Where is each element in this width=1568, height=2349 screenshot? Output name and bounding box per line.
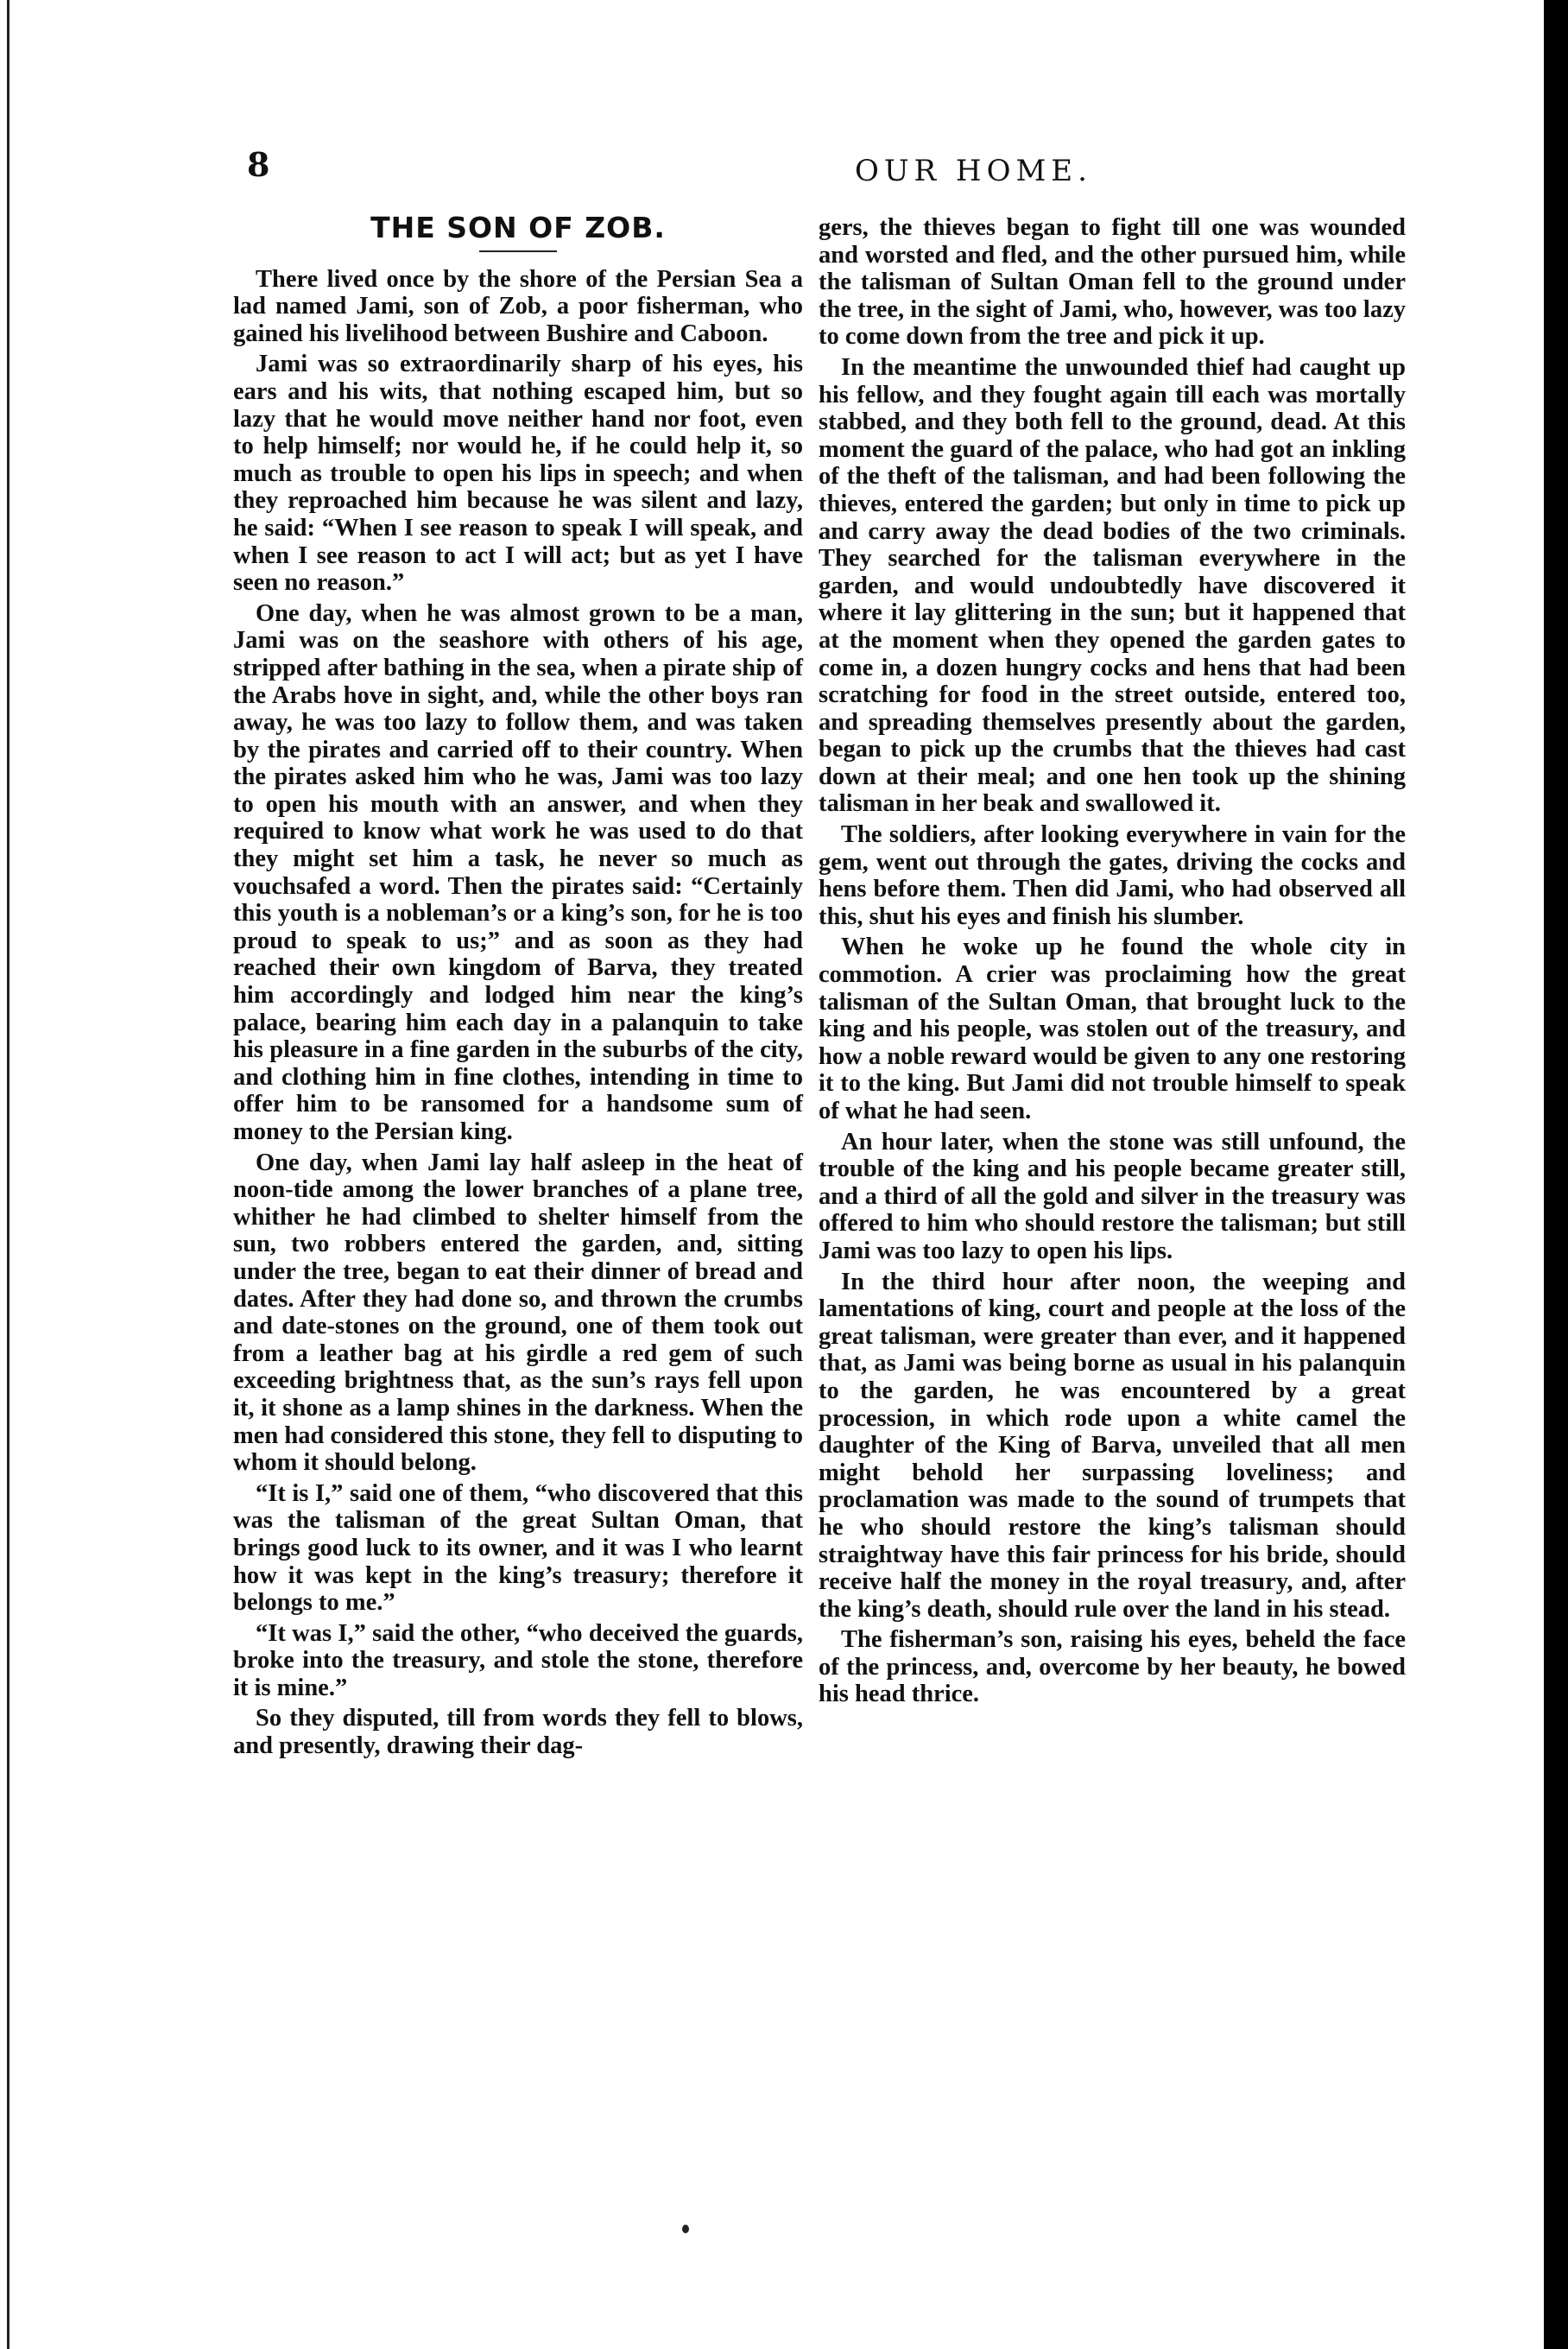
paragraph: So they disputed, till from words they fell to blows, and presently, drawing their dag- [233, 1705, 803, 1760]
paragraph: One day, when he was almost grown to be a man, Jami was on the seashore with others of his age, stripped after bathing in the sea, when a pirate ship of the Arabs hove in sight, and, while the other boys ran away, he was too lazy to follow them, and was taken by the pirates and carried off to their country. When the pirates asked him who he was, Jami was too lazy to open his mouth with an answer, and when they required to know what work he was used to do that they might set him a task, he never so much as vouchsafed a word. Then the pirates said: “Certainly this youth is a nobleman’s or a king’s son, for he is too proud to speak to us;” and as soon as they had reached their own kingdom of Barva, they treated him accordingly and lodged him near the king’s palace, bearing him each day in a palanquin to take his pleasure in a fine garden in the suburbs of the city, and clothing him in fine clothes, intending in time to offer him to be ransomed for a handsome sum of money to the Persian king. [233, 599, 803, 1145]
paragraph: Jami was so extraordinarily sharp of his eyes, his ears and his wits, that nothing escaped him, but so lazy that he would move neither hand nor foot, even to help himself; nor would he, if he could help it, so much as trouble to open his lips in speech; and when they reproached him because he was silent and lazy, he said: “When I see reason to speak I will speak, and when I see reason to act I will act; but as yet I have seen no reason.” [233, 351, 803, 597]
page-number: 8 [247, 145, 270, 184]
paragraph: “It is I,” said one of them, “who discovered that this was the talisman of the great Sultan Oman, that brings good luck to its owner, and it was I who learnt how it was kept in the king’s treasury; therefore it belongs to me.” [233, 1479, 803, 1617]
paragraph: In the third hour after noon, the weeping and lamentations of king, court and people at the loss of the great talisman, were greater than ever, and it happened that, as Jami was being borne as usual in his palanquin to the garden, he was encountered by a great procession, in which rode upon a white camel the daughter of the King of Barva, unveiled that all men might behold her surpassing loveliness; and proclamation was made to the sound of trumpets that he who should restore the king’s talisman should straightway have this fair princess for his bride, should receive half the money in the royal treasury, and, after the king’s death, should rule over the land in his stead. [819, 1268, 1406, 1623]
left-column [233, 211, 803, 1763]
scan-left-edge [7, 0, 9, 2349]
paragraph: An hour later, when the stone was still unfound, the trouble of the king and his people became greater still, and a third of all the gold and silver in the treasury was offered to him who should restore the talisman; but still Jami was too lazy to open his lips. [819, 1128, 1406, 1264]
paragraph: When he woke up he found the whole city in commotion. A crier was proclaiming how the great talisman of the Sultan Oman, that brought luck to the king and his people, was stolen out of the treasury, and how a noble reward would be given to any one restoring it to the king. But Jami did not trouble himself to speak of what he had seen. [819, 934, 1406, 1124]
paragraph: One day, when Jami lay half asleep in the heat of noon-tide among the lower branches of a plane tree, whither he had climbed to shelter himself from the sun, two robbers entered the garden, and, sitting under the tree, began to eat their dinner of bread and dates. After they had done so, and thrown the crumbs and date-stones on the ground, one of them took out from a leather bag at his girdle a red gem of such exceeding brightness that, as the sun’s rays fell upon it, it shone as a lamp shines in the darkness. When the men had considered this stone, they fell to disputing to whom it should belong. [233, 1149, 803, 1477]
scan-right-edge [1544, 0, 1568, 2349]
paragraph: “It was I,” said the other, “who deceived the guards, broke into the treasury, and stole the stone, therefore it is mine.” [233, 1619, 803, 1701]
title-rule [479, 250, 557, 252]
paragraph: The fisherman’s son, raising his eyes, beheld the face of the princess, and, overcome by her beauty, he bowed his head thrice. [819, 1626, 1406, 1708]
footer-mark [682, 2225, 689, 2233]
right-column [819, 214, 1406, 1712]
paragraph: There lived once by the shore of the Persian Sea a lad named Jami, son of Zob, a poor fisherman, who gained his livelihood between Bushire and Caboon. [233, 265, 803, 347]
article-title: THE SON OF ZOB. [370, 211, 666, 244]
paragraph: The soldiers, after looking everywhere in vain for the gem, went out through the gates, driving the cocks and hens before them. Then did Jami, who had observed all this, shut his eyes and finish his slumber. [819, 821, 1406, 930]
paragraph: In the meantime the unwounded thief had caught up his fellow, and they fought again till each was mortally stabbed, and they both fell to the ground, dead. At this moment the guard of the palace, who had got an inkling of the theft of the talisman, and had been following the thieves, entered the garden; but only in time to pick up and carry away the dead bodies of the two criminals. They searched for the talisman everywhere in the garden, and would undoubtedly have discovered it where it lay glittering in the sun; but it happened that at the moment when they opened the garden gates to come in, a dozen hungry cocks and hens that had been scratching for food in the street outside, entered too, and spreading themselves presently about the garden, began to pick up the crumbs that the thieves had cast down at their meal; and one hen took up the shining talisman in her beak and swallowed it. [819, 353, 1406, 818]
running-head: OUR HOME. [855, 154, 1092, 188]
paragraph-continuation: gers, the thieves began to fight till one was wounded and worsted and fled, and the other pursued him, while the talisman of Sultan Oman fell to the ground under the tree, in the sight of Jami, who, however, was too lazy to come down from the tree and pick it up. [819, 214, 1406, 351]
